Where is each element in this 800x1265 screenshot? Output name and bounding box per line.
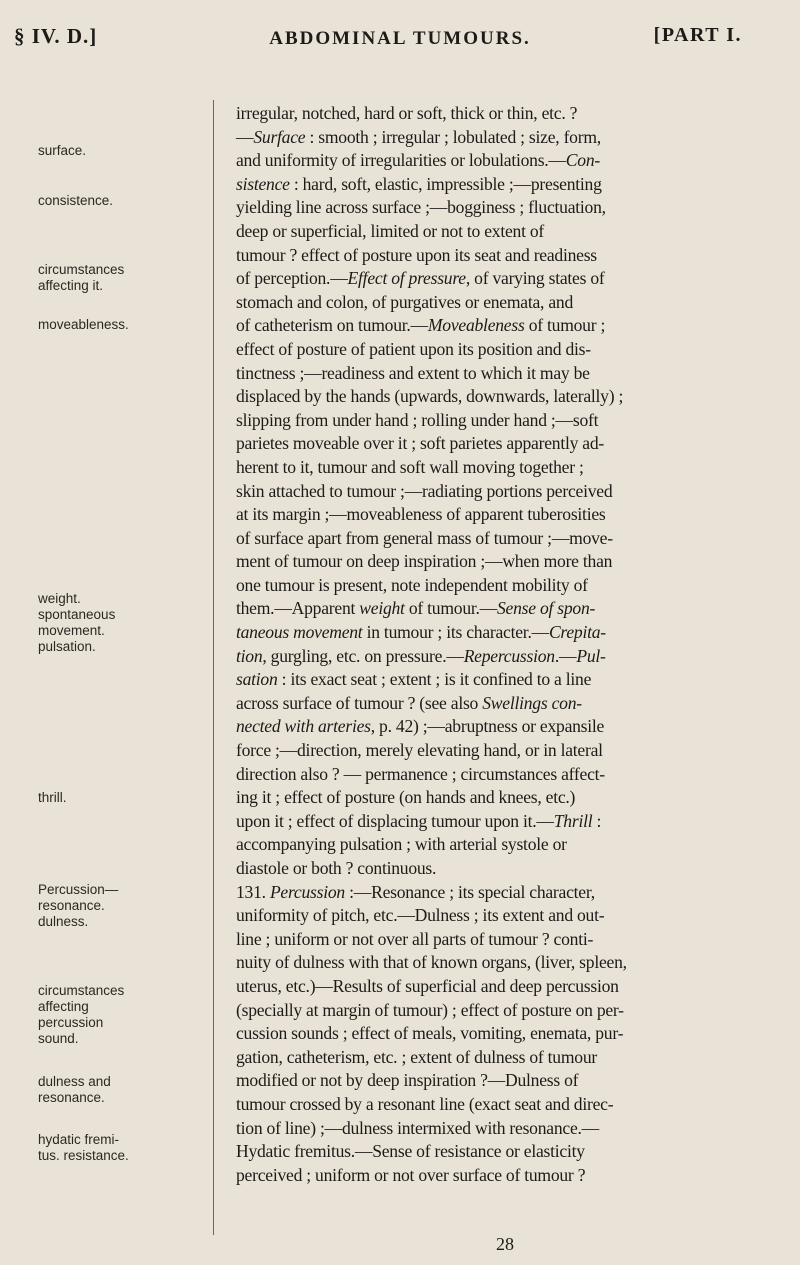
text-run: herent to it, tumour and soft wall moving together ; [236, 456, 584, 477]
text-run: them.—Apparent [236, 598, 360, 619]
text-run: :—Resonance ; its special character, [344, 881, 595, 902]
italic-run: Thrill [553, 810, 593, 831]
text-run: of catheterism on tumour.— [236, 315, 428, 336]
margin-note-surface: surface. [38, 143, 87, 158]
margin-note-percussion-circumstances: circumstances affecting percussion sound. [38, 983, 125, 1046]
text-run: upon it ; effect of displacing tumour upon it.— [236, 810, 554, 831]
text-line [236, 1117, 760, 1141]
page-number: 28 [496, 1234, 514, 1254]
text-run: of perception.— [236, 268, 348, 289]
text-line [236, 527, 760, 551]
text-line [236, 904, 760, 928]
text-run: tumour crossed by a resonant line (exact seat and direc- [236, 1093, 614, 1114]
text-line [236, 196, 760, 220]
italic-run: Swellings con- [482, 692, 582, 713]
italic-run: Sense of spon- [497, 598, 596, 619]
margin-note-dulness-resonance: dulness and resonance. [38, 1074, 111, 1105]
margin-note-weight: weight. spontaneous movement. pulsation. [38, 591, 116, 654]
text-line [236, 244, 760, 268]
text-line [236, 409, 760, 433]
italic-run: Pul- [576, 645, 606, 666]
italic-run: Crepita- [548, 622, 606, 643]
text-line [236, 833, 760, 857]
text-run: diastole or both ? continuous. [236, 858, 437, 878]
text-run: perceived ; uniform or not over surface of tumour ? [236, 1164, 586, 1185]
italic-run: Surface [253, 126, 306, 147]
text-line [236, 1046, 760, 1070]
margin-note-consistence: consistence. [38, 193, 114, 208]
text-line [236, 503, 760, 527]
running-title: ABDOMINAL TUMOURS. [269, 28, 531, 49]
text-run: ing it ; effect of posture (on hands and knees, etc.) [236, 787, 576, 808]
text-line [236, 621, 760, 645]
margin-note-moveableness: moveableness. [38, 317, 129, 332]
text-run: : smooth ; irregular ; lobulated ; size, form, [305, 126, 601, 147]
text-run: tion of line) ;—dulness intermixed with resonance.— [236, 1117, 599, 1138]
italic-run: nected with arteries [236, 716, 371, 737]
text-line [236, 1164, 760, 1188]
text-run: direction also ? — permanence ; circumstances affect- [236, 763, 605, 784]
text-line [236, 810, 760, 834]
text-line [236, 975, 760, 999]
text-run: stomach and colon, of purgatives or enemata, and [236, 291, 573, 312]
margin-note-circumstances: circumstances affecting it. [38, 262, 125, 293]
text-run: (specially at margin of tumour) ; effect of posture on per- [236, 999, 624, 1020]
text-run: ment of tumour on deep inspiration ;—when more than [236, 551, 613, 572]
text-line [236, 314, 760, 338]
text-line [236, 102, 760, 126]
text-run: gation, catheterism, etc. ; extent of dulness of tumour [236, 1046, 597, 1067]
text-run: Hydatic fremitus.—Sense of resistance or elasticity [236, 1141, 585, 1162]
text-run: of tumour.— [404, 598, 497, 619]
text-line [236, 739, 760, 763]
text-run: force ;—direction, merely elevating hand, or in lateral [236, 740, 603, 761]
text-line [236, 126, 760, 150]
text-line [236, 692, 760, 716]
section-reference: § IV. D.] [14, 24, 98, 48]
text-run: : its exact seat ; extent ; is it confined to a line [277, 669, 592, 690]
text-run: across surface of tumour ? (see also [236, 692, 483, 713]
text-line [236, 668, 760, 692]
text-line [236, 1022, 760, 1046]
text-run: , p. 42) ;—abruptness or expansile [370, 716, 605, 737]
text-run: displaced by the hands (upwards, downwards, laterally) ; [236, 386, 624, 407]
text-run: — [236, 126, 254, 147]
italic-run: weight [359, 598, 405, 619]
text-run: : [592, 810, 602, 831]
text-run: .— [554, 645, 577, 666]
text-run: , of varying states of [465, 268, 605, 289]
text-line [236, 220, 760, 244]
text-line [236, 149, 760, 173]
italic-run: Con- [565, 150, 600, 171]
text-run: 131. [236, 881, 270, 902]
text-line [236, 881, 760, 905]
text-run: irregular, notched, hard or soft, thick or thin, etc. ? [236, 103, 578, 123]
italic-run: Moveableness [427, 315, 525, 336]
text-line [236, 786, 760, 810]
text-run: : hard, soft, elastic, impressible ;—presenting [289, 173, 602, 194]
text-line [236, 480, 760, 504]
text-run: in tumour ; its character.— [362, 622, 549, 643]
text-run: line ; uniform or not over all parts of tumour ? conti- [236, 928, 594, 949]
text-line [236, 574, 760, 598]
text-line [236, 362, 760, 386]
text-run: tumour ? effect of posture upon its seat and readiness [236, 244, 597, 265]
text-line [236, 763, 760, 787]
text-run: accompanying pulsation ; with arterial systole or [236, 834, 567, 855]
italic-run: Effect of pressure [347, 268, 466, 289]
text-line [236, 951, 760, 975]
margin-note-thrill: thrill. [38, 790, 67, 805]
text-run: cussion sounds ; effect of meals, vomiting, enemata, pur- [236, 1023, 624, 1044]
text-line [236, 1093, 760, 1117]
text-line [236, 597, 760, 621]
body-text [236, 102, 760, 1187]
text-run: of tumour ; [524, 315, 606, 336]
text-run: parietes moveable over it ; soft parietes apparently ad- [236, 433, 605, 454]
text-run: , gurgling, etc. on pressure.— [262, 645, 464, 666]
italic-run: tion [236, 645, 263, 666]
text-line [236, 715, 760, 739]
italic-run: taneous movement [236, 622, 363, 643]
text-run: tinctness ;—readiness and extent to which it may be [236, 362, 590, 383]
margin-note-percussion: Percussion— resonance. dulness. [38, 882, 119, 929]
running-header [0, 10, 800, 60]
text-run: one tumour is present, note independent mobility of [236, 574, 588, 595]
text-line [236, 432, 760, 456]
italic-run: sation [236, 669, 278, 690]
margin-note-hydatic: hydatic fremi- tus. resistance. [38, 1132, 129, 1163]
italic-run: sistence [236, 173, 290, 194]
text-run: and uniformity of irregularities or lobulations.— [236, 150, 566, 171]
text-run: nuity of dulness with that of known organs, (liver, spleen, [236, 952, 627, 973]
text-run: modified or not by deep inspiration ?—Dulness of [236, 1070, 579, 1091]
text-run: effect of posture of patient upon its position and dis- [236, 338, 591, 359]
text-line [236, 267, 760, 291]
text-line [236, 385, 760, 409]
text-line [236, 173, 760, 197]
text-run: at its margin ;—moveableness of apparent tuberosities [236, 504, 606, 525]
text-line [236, 1140, 760, 1164]
text-run: of surface apart from general mass of tumour ;—move- [236, 527, 613, 548]
text-line [236, 928, 760, 952]
text-line [236, 338, 760, 362]
text-run: skin attached to tumour ;—radiating portions perceived [236, 480, 613, 501]
margin-rule [213, 100, 214, 1235]
text-line [236, 550, 760, 574]
text-line [236, 645, 760, 669]
text-line [236, 999, 760, 1023]
part-reference: [PART I. [653, 24, 742, 46]
text-line [236, 456, 760, 480]
text-run: deep or superficial, limited or not to extent of [236, 220, 545, 241]
text-run: yielding line across surface ;—bogginess ; fluctuation, [236, 197, 606, 218]
italic-run: Repercussion [463, 645, 555, 666]
text-run: slipping from under hand ; rolling under hand ;—soft [236, 409, 599, 430]
italic-run: Percussion [269, 881, 345, 902]
text-line [236, 291, 760, 315]
text-run: uterus, etc.)—Results of superficial and deep percussion [236, 975, 619, 996]
text-line [236, 1069, 760, 1093]
text-run: uniformity of pitch, etc.—Dulness ; its extent and out- [236, 905, 605, 926]
text-line [236, 857, 760, 881]
